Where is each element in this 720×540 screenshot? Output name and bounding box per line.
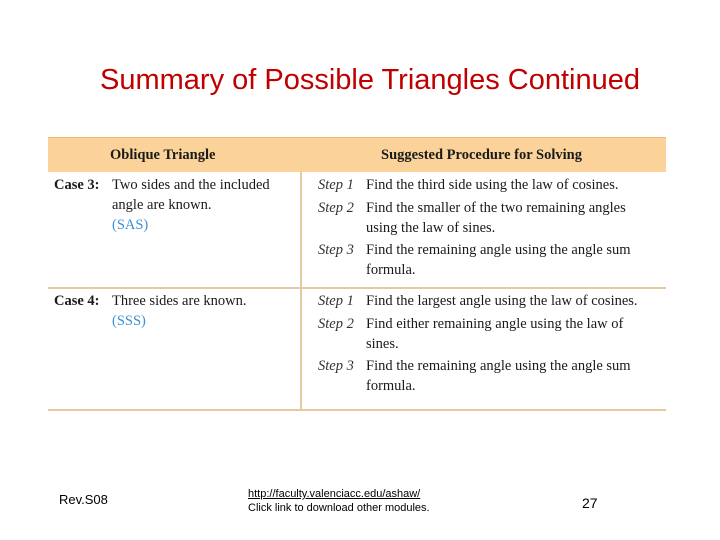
triangle-summary-table — [48, 137, 666, 411]
case-3-label: Case 3: — [54, 177, 100, 193]
case-4-step-3-text-line-2: formula. — [366, 378, 416, 394]
case-4-step-1-label: Step 1 — [318, 293, 354, 309]
header-suggested-procedure: Suggested Procedure for Solving — [381, 147, 582, 163]
table-header — [48, 137, 666, 172]
case-3-step-3-text-line-1: Find the remaining angle using the angle sum — [366, 242, 631, 258]
case-4-label: Case 4: — [54, 293, 100, 309]
footer-link-block — [248, 487, 430, 515]
download-modules-note: Click link to download other modules. — [248, 502, 430, 514]
case-4-step-2-text-line-2: sines. — [366, 336, 399, 352]
case-4-description-line-1: Three sides are known. — [112, 293, 247, 309]
case-3-step-2-text-line-1: Find the smaller of the two remaining angles — [366, 200, 626, 216]
case-4-step-3-text-line-1: Find the remaining angle using the angle sum — [366, 358, 631, 374]
slide-title: Summary of Possible Triangles Continued — [100, 64, 640, 96]
case-4-step-2-label: Step 2 — [318, 316, 354, 332]
table-bottom-rule — [48, 409, 666, 411]
case-3-abbreviation: (SAS) — [112, 217, 149, 233]
header-oblique-triangle: Oblique Triangle — [110, 147, 216, 163]
faculty-website-link[interactable]: http://faculty.valenciacc.edu/ashaw/ — [248, 488, 421, 500]
case-3-step-3-label: Step 3 — [318, 242, 354, 258]
column-divider — [300, 171, 302, 411]
case-4-step-2-text-line-1: Find either remaining angle using the law of — [366, 316, 624, 332]
case-4-abbreviation: (SSS) — [112, 313, 146, 329]
case-3-description-line-2: angle are known. — [112, 197, 212, 213]
case-3-step-2-text-line-2: using the law of sines. — [366, 220, 496, 236]
case-4-step-1-text: Find the largest angle using the law of cosines. — [366, 293, 638, 309]
case-3-step-2-label: Step 2 — [318, 200, 354, 216]
case-3-description-line-1: Two sides and the included — [112, 177, 270, 193]
page-number: 27 — [582, 495, 598, 511]
case-3-step-1-label: Step 1 — [318, 177, 354, 193]
case-4-step-3-label: Step 3 — [318, 358, 354, 374]
revision-label: Rev.S08 — [59, 492, 108, 507]
case-3-step-3-text-line-2: formula. — [366, 262, 416, 278]
case-3-step-1-text: Find the third side using the law of cosines. — [366, 177, 619, 193]
row-divider — [48, 287, 666, 289]
